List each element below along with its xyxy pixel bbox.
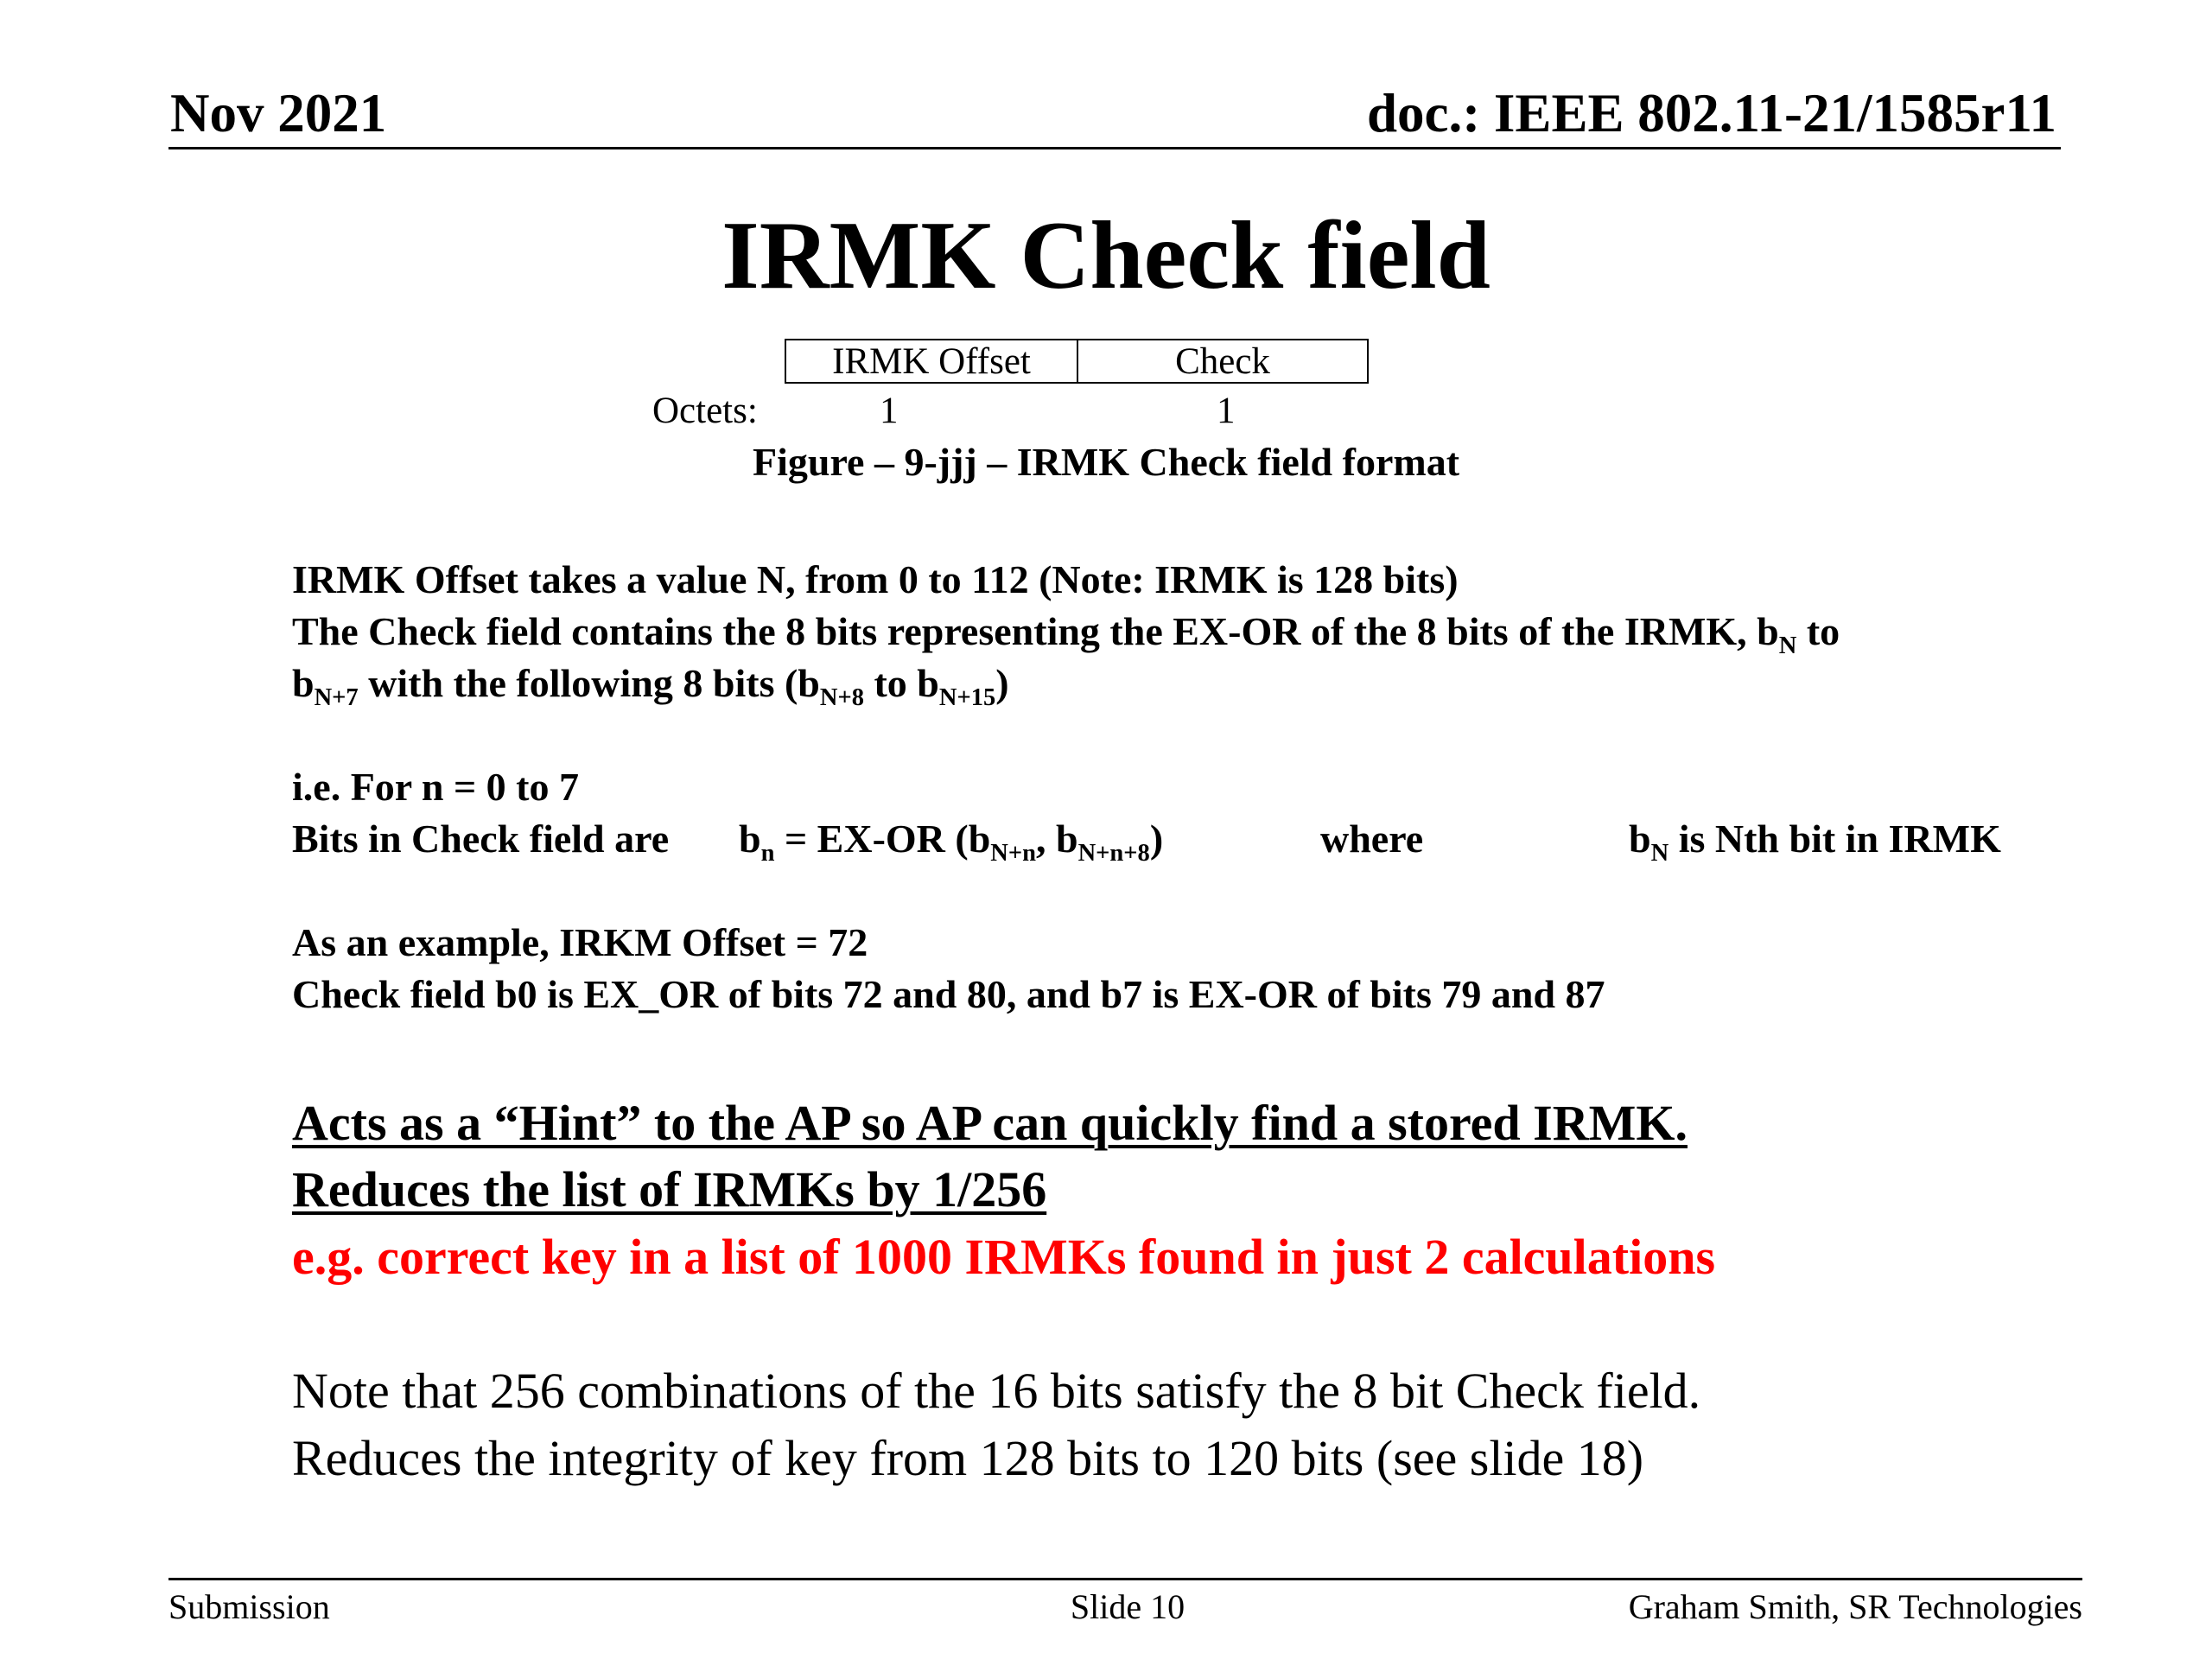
header-date: Nov 2021 [170,83,387,143]
body-line3-end: ) [995,661,1009,705]
body-line-for-n: i.e. For n = 0 to 7 [292,765,579,809]
body-line3-b: b [292,661,315,705]
equation-mid: = EX-OR (b [774,817,991,861]
header-divider [168,147,2061,149]
highlight-example-red: e.g. correct key in a list of 1000 IRMKs found in just 2 calculations [292,1229,1716,1285]
body-line3-sub3: N+15 [938,683,996,711]
equation-comma: , b [1036,817,1078,861]
body-line-bits-equation [739,817,1164,867]
highlight-hint: Acts as a “Hint” to the AP so AP can quickly find a stored IRMK. [292,1095,1688,1151]
footer-slide-number: Slide 10 [1070,1587,1185,1626]
octets-label: Octets: [652,391,758,431]
definition-b: b [1629,817,1651,861]
field-format-table [785,339,1369,384]
body-line3-sub1: N+7 [314,683,359,711]
definition-tail: is Nth bit in IRMK [1669,817,2001,861]
body-line-following-bits [292,661,1009,711]
highlight-reduces-list: Reduces the list of IRMKs by 1/256 [292,1161,1047,1217]
body-line-bits-lead: Bits in Check field are [292,817,670,861]
body-line3-to: to b [863,661,939,705]
equation-sub2: N+n+8 [1077,839,1150,867]
equation-sub1: N+n [990,839,1036,867]
equation-end: ) [1149,817,1164,861]
note-combinations: Note that 256 combinations of the 16 bits satisfy the 8 bit Check field. [292,1363,1701,1419]
field-cell-irmk-offset: IRMK Offset [832,340,1031,382]
body-line-example: As an example, IRKM Offset = 72 [292,920,868,964]
octets-value-irmk-offset: 1 [880,391,899,431]
body-line-offset-range: IRMK Offset takes a value N, from 0 to 112 (Note: IRMK is 128 bits) [292,557,1459,601]
header-doc-id: doc.: IEEE 802.11-21/1585r11 [1366,83,2056,143]
slide-title: IRMK Check field [721,202,1491,309]
body-line2-sub: N [1778,632,1797,659]
equation-sub-n: n [760,839,775,867]
body-line-where: where [1320,817,1424,861]
footer-submission: Submission [168,1587,330,1626]
body-line2-tail: to [1796,609,1840,653]
octets-value-check: 1 [1217,391,1236,431]
body-line2-text: The Check field contains the 8 bits representing the EX-OR of the 8 bits of the IRMK, b [292,609,1779,653]
body-line3-sub2: N+8 [819,683,864,711]
footer-author: Graham Smith, SR Technologies [1628,1587,2082,1626]
equation-b: b [739,817,761,861]
body-line-bit-definition [1629,817,2001,867]
definition-sub: N [1650,839,1669,867]
figure-caption: Figure – 9-jjj – IRMK Check field format [752,440,1460,484]
body-line3-mid: with the following 8 bits (b [358,661,820,705]
field-cell-check: Check [1077,340,1367,382]
footer-divider [168,1578,2082,1580]
body-line-example-bits: Check field b0 is EX_OR of bits 72 and 80, and b7 is EX-OR of bits 79 and 87 [292,972,1605,1016]
body-line-check-definition [292,609,1840,659]
note-integrity: Reduces the integrity of key from 128 bits to 120 bits (see slide 18) [292,1430,1644,1486]
